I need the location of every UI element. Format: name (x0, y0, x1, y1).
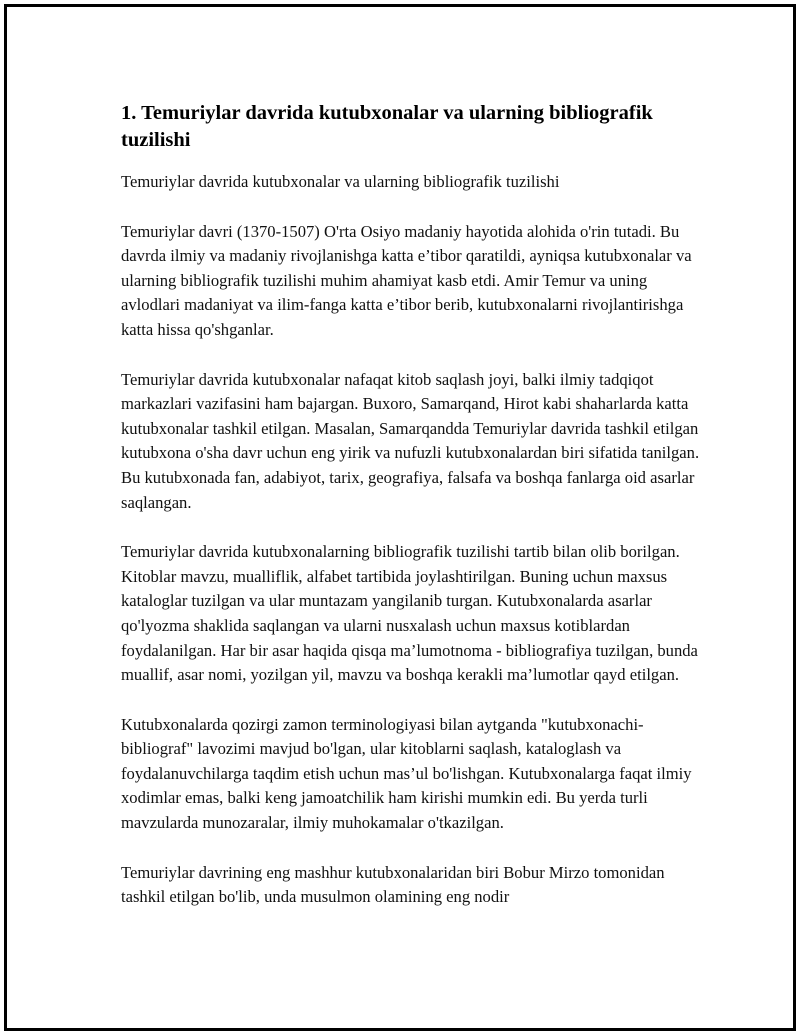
document-body (121, 100, 701, 935)
paragraph: Temuriylar davrida kutubxonalarning bibliografik tuzilishi tartib bilan olib borilgan. Kitoblar mavzu, mualliflik, alfabet tartibida joylashtirilgan. Buning uchun maxsus kataloglar tuzilgan va ular muntazam yangilanib turgan. Kutubxonalarda asarlar qo'lyozma shaklida saqlangan va ularni nusxalash uchun maxsus kotiblardan foydalanilgan. Har bir asar haqida qisqa ma’lumotnoma - bibliografiya tuzilgan, bunda muallif, asar nomi, yozilgan yil, mavzu va boshqa kerakli ma’lumotlar qayd etilgan. (121, 542, 698, 685)
paragraph-subtitle: Temuriylar davrida kutubxonalar va ularning bibliografik tuzilishi (121, 172, 560, 191)
page-title: 1. Temuriylar davrida kutubxonalar va ularning bibliografik tuzilishi (121, 102, 653, 151)
paragraph: Temuriylar davrining eng mashhur kutubxonalaridan biri Bobur Mirzo tomonidan tashkil etilgan bo'lib, unda musulmon olamining eng nodir (121, 862, 665, 907)
page-frame (4, 4, 796, 1031)
paragraph: Kutubxonalarda qozirgi zamon terminologiyasi bilan aytganda "kutubxonachi-bibliograf" lavozimi mavjud bo'lgan, ular kitoblarni saqlash, kataloglash va foydalanuvchilarga taqdim etish uchun mas’ul bo'lishgan. Kutubxonalarga faqat ilmiy xodimlar emas, balki keng jamoatchilik ham kirishi mumkin edi. Bu yerda turli mavzularda munozaralar, ilmiy muhokamalar o'tkazilgan. (121, 714, 692, 833)
paragraph: Temuriylar davrida kutubxonalar nafaqat kitob saqlash joyi, balki ilmiy tadqiqot markazlari vazifasini ham bajargan. Buxoro, Samarqand, Hirot kabi shaharlarda katta kutubxonalar tashkil etilgan. Masalan, Samarqandda Temuriylar davrida tashkil etilgan kutubxona o'sha davr uchun eng yirik va nufuzli kutubxonalardan biri sifatida tanilgan. Bu kutubxonada fan, adabiyot, tarix, geografiya, falsafa va boshqa fanlarga oid asarlar saqlangan. (121, 369, 700, 512)
paragraph: Temuriylar davri (1370-1507) O'rta Osiyo madaniy hayotida alohida o'rin tutadi. Bu davrda ilmiy va madaniy rivojlanishga katta e’tibor qaratildi, ayniqsa kutubxonalar va ularning bibliografik tuzilishi muhim ahamiyat kasb etdi. Amir Temur va uning avlodlari madaniyat va ilim-fanga katta e’tibor berib, kutubxonalarni rivojlantirishga katta hissa qo'shganlar. (121, 221, 692, 339)
